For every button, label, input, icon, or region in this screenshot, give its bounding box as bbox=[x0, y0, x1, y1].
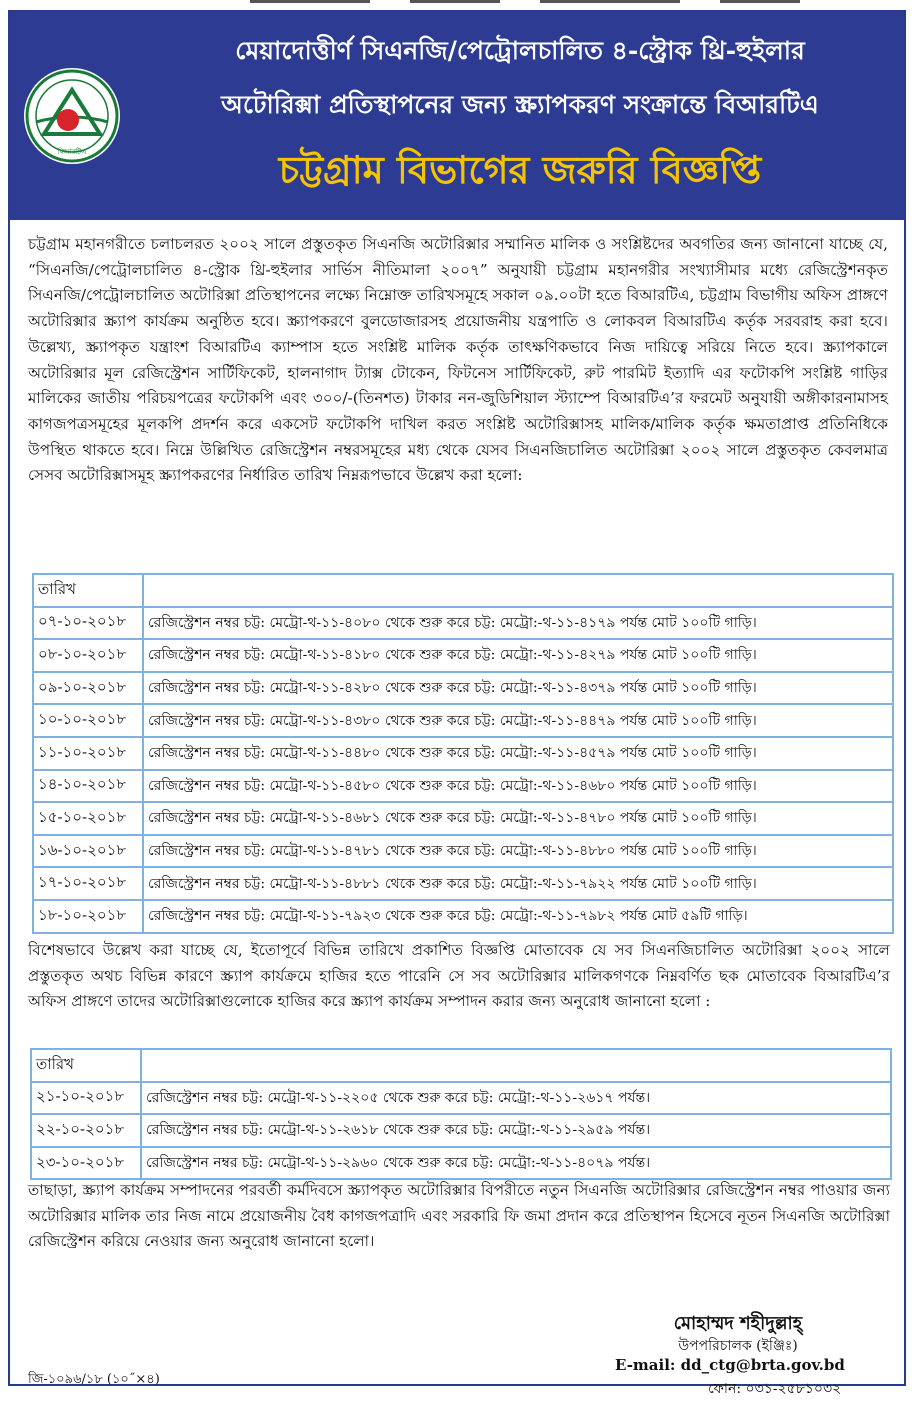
row-details: রেজিস্ট্রেশন নম্বর চট্ট: মেট্রো-থ-১১-৪৪৮০ থেকে শুরু করে চট্ট: মেট্রো:-থ-১১-৪৫৭৯ পর্যন্ত মোট ১০০টি গাড়ি। bbox=[143, 737, 893, 770]
row-date: ১৬-১০-২০১৮ bbox=[33, 835, 143, 868]
schedule-table-1 bbox=[32, 573, 894, 934]
header-line-2: অটোরিক্সা প্রতিস্থাপনের জন্য স্ক্র্যাপকরণ সংক্রান্তে বিআরটিএ bbox=[221, 90, 819, 119]
table-row bbox=[33, 867, 893, 900]
row-date: ০৮-১০-২০১৮ bbox=[33, 639, 143, 672]
table-row bbox=[33, 802, 893, 835]
row-date: ১৫-১০-২০১৮ bbox=[33, 802, 143, 835]
signatory-phone: ফোন: ০৩১-২৫৮১০৩২ bbox=[708, 1381, 842, 1397]
table-row bbox=[31, 1147, 891, 1180]
brta-emblem-icon bbox=[24, 68, 120, 164]
table-row bbox=[33, 835, 893, 868]
row-date: ১৮-১০-২০১৮ bbox=[33, 900, 143, 933]
row-details: রেজিস্ট্রেশন নম্বর চট্ট: মেট্রো-থ-১১-৪৩৮০ থেকে শুরু করে চট্ট: মেট্রো:-থ-১১-৪৪৭৯ পর্যন্ত মোট ১০০টি গাড়ি। bbox=[143, 704, 893, 737]
top-edge-strip bbox=[0, 0, 918, 8]
header-cell-details bbox=[143, 574, 893, 607]
row-details: রেজিস্ট্রেশন নম্বর চট্ট: মেট্রো-থ-১১-৪০৮০ থেকে শুরু করে চট্ট: মেট্রো:-থ-১১-৪১৭৯ পর্যন্ত মোট ১০০টি গাড়ি। bbox=[143, 607, 893, 640]
table-row bbox=[33, 639, 893, 672]
row-date: ২১-১০-২০১৮ bbox=[31, 1082, 141, 1115]
table-row bbox=[33, 900, 893, 933]
signatory-email: E-mail: dd_ctg@brta.gov.bd bbox=[615, 1356, 845, 1374]
reference-code: জি-১০৯৬/১৮ (১০˝×৪) bbox=[28, 1372, 160, 1387]
logo-caption: বিআরটিএ bbox=[57, 148, 87, 156]
table-header-row bbox=[33, 574, 893, 607]
row-date: ২২-১০-২০১৮ bbox=[31, 1114, 141, 1147]
closing-paragraph: তাছাড়া, স্ক্র্যাপ কার্যক্রম সম্পাদনের পরবর্তী কর্মদিবসে স্ক্র্যাপকৃত অটোরিক্সার বিপরীতে নতুন সিএনজি অটোরিক্সার রেজিস্ট্রেশন নম্বর পাওয়ার জন্য অটোরিক্সার মালিক তার নিজ নামে প্রয়োজনীয় বৈধ কাগজপত্রাদি এবং সরকারি ফি জমা প্রদান করে প্রতিস্থাপন হিসেবে নূতন সিএনজি অটোরিক্সা রেজিস্ট্রেশন করিয়ে নেওয়ার জন্য অনুরোধ জানানো হলো। bbox=[28, 1181, 890, 1251]
special-paragraph: বিশেষভাবে উল্লেখ করা যাচ্ছে যে, ইতোপূর্বে বিভিন্ন তারিখে প্রকাশিত বিজ্ঞপ্তি মোতাবেক যে সব সিএনজিচালিত অটোরিক্সা ২০০২ সালে প্রস্তুতকৃত অথচ বিভিন্ন কারণে স্ক্র্যাপ কার্যক্রমে হাজির হতে পারেনি সে সব অটোরিক্সার মালিকগণকে নিম্নবর্ণিত ছক মোতাবেক বিআরটিএ’র অফিস প্রাঙ্গণে তাদের অটোরিক্সাগুলোকে হাজির করে স্ক্র্যাপ কার্যক্রম সম্পাদন করার জন্য অনুরোধ জানানো হলো : bbox=[28, 941, 890, 1011]
signatory-name: মোহাম্মদ শহীদুল্লাহ্ bbox=[673, 1313, 803, 1334]
table-row bbox=[33, 607, 893, 640]
row-date: ১৪-১০-২০১৮ bbox=[33, 770, 143, 803]
signatory-title: উপপরিচালক (ইঞ্জিঃ) bbox=[678, 1338, 798, 1354]
header-cell-details bbox=[141, 1049, 891, 1082]
table-row bbox=[31, 1114, 891, 1147]
table-row bbox=[33, 704, 893, 737]
row-details: রেজিস্ট্রেশন নম্বর চট্ট: মেট্রো-থ-১১-৭৯২৩ থেকে শুরু করে চট্ট: মেট্রো:-থ-১১-৭৯৮২ পর্যন্ত মোট ৫৯টি গাড়ি। bbox=[143, 900, 893, 933]
row-date: ০৯-১০-২০১৮ bbox=[33, 672, 143, 705]
row-details: রেজিস্ট্রেশন নম্বর চট্ট: মেট্রো-থ-১১-২২০৫ থেকে শুরু করে চট্ট: মেট্রো:-থ-১১-২৬১৭ পর্যন্ত। bbox=[141, 1082, 891, 1115]
row-details: রেজিস্ট্রেশন নম্বর চট্ট: মেট্রো-থ-১১-৪৮৮১ থেকে শুরু করে চট্ট: মেট্রো:-থ-১১-৭৯২২ পর্যন্ত মোট ১০০টি গাড়ি। bbox=[143, 867, 893, 900]
row-details: রেজিস্ট্রেশন নম্বর চট্ট: মেট্রো-থ-১১-২৯৬০ থেকে শুরু করে চট্ট: মেট্রো:-থ-১১-৪০৭৯ পর্যন্ত। bbox=[141, 1147, 891, 1180]
row-date: ০৭-১০-২০১৮ bbox=[33, 607, 143, 640]
table-row bbox=[33, 737, 893, 770]
schedule-table-2 bbox=[30, 1048, 892, 1180]
header-line-1: মেয়াদোত্তীর্ণ সিএনজি/পেট্রোলচালিত ৪-স্ট্রোক থ্রি-হুইলার bbox=[235, 36, 805, 65]
header-cell-date: তারিখ bbox=[31, 1049, 141, 1082]
brta-logo bbox=[24, 68, 120, 164]
row-details: রেজিস্ট্রেশন নম্বর চট্ট: মেট্রো-থ-১১-৪১৮০ থেকে শুরু করে চট্ট: মেট্রো:-থ-১১-৪২৭৯ পর্যন্ত মোট ১০০টি গাড়ি। bbox=[143, 639, 893, 672]
row-details: রেজিস্ট্রেশন নম্বর চট্ট: মেট্রো-থ-১১-৪৭৮১ থেকে শুরু করে চট্ট: মেট্রো:-থ-১১-৪৮৮০ পর্যন্ত মোট ১০০টি গাড়ি। bbox=[143, 835, 893, 868]
row-date: ১১-১০-২০১৮ bbox=[33, 737, 143, 770]
row-details: রেজিস্ট্রেশন নম্বর চট্ট: মেট্রো-থ-১১-৪৫৮০ থেকে শুরু করে চট্ট: মেট্রো:-থ-১১-৪৬৮০ পর্যন্ত মোট ১০০টি গাড়ি। bbox=[143, 770, 893, 803]
notice-frame bbox=[8, 10, 906, 1397]
table-row bbox=[33, 672, 893, 705]
table-header-row bbox=[31, 1049, 891, 1082]
row-details: রেজিস্ট্রেশন নম্বর চট্ট: মেট্রো-থ-১১-২৬১৮ থেকে শুরু করে চট্ট: মেট্রো:-থ-১১-২৯৫৯ পর্যন্ত। bbox=[141, 1114, 891, 1147]
row-date: ১৭-১০-২০১৮ bbox=[33, 867, 143, 900]
notice-title: চট্টগ্রাম বিভাগের জরুরি বিজ্ঞপ্তি bbox=[278, 147, 762, 192]
intro-paragraph: চট্টগ্রাম মহানগরীতে চলাচলরত ২০০২ সালে প্রস্তুতকৃত সিএনজি অটোরিক্সার সম্মানিত মালিক ও সংশ্লিষ্টদের অবগতির জন্য জানানো যাচ্ছে যে, “সিএনজি/পেট্রোলচালিত ৪-স্ট্রোক থ্রি-হুইলার সার্ভিস নীতিমালা ২০০৭” অনুযায়ী চট্টগ্রাম মহানগরীর সংখ্যাসীমার মধ্যে রেজিস্ট্রেশনকৃত সিএনজি/পেট্রোলচালিত অটোরিক্সা প্রতিস্থাপনের লক্ষ্যে নিম্নোক্ত তারিখসমূহে সকাল ০৯.০০টা হতে বিআরটিএ, চট্টগ্রাম বিভাগীয় অফিস প্রাঙ্গণে অটোরিক্সার স্ক্র্যাপ কার্যক্রম অনুষ্ঠিত হবে। স্ক্র্যাপকরণে বুলডোজারসহ প্রয়োজনীয় যন্ত্রপাতি ও লোকবল বিআরটিএ কর্তৃক সরবরাহ করা হবে। উল্লেখ্য, স্ক্র্যাপকৃত যন্ত্রাংশ বিআরটিএ ক্যাম্পাস হতে সংশ্লিষ্ট মালিক কর্তৃক তাৎক্ষণিকভাবে নিজ দায়িত্বে সরিয়ে নিতে হবে। স্ক্র্যাপকালে অটোরিক্সার মূল রেজিস্ট্রেশন সার্টিফিকেট, হালনাগাদ ট্যাক্স টোকেন, ফিটনেস সার্টিফিকেট, রুট পারমিট ইত্যাদি এর ফটোকপি সংশ্লিষ্ট গাড়ির মালিকের জাতীয় পরিচয়পত্রের ফটোকপি এবং ৩০০/-(তিনশত) টাকার নন-জুডিশিয়াল স্ট্যাম্পে বিআরটিএ’র ফরমেট অনুযায়ী অঙ্গীকারনামাসহ কাগজপত্রসমূহের মূলকপি প্রদর্শন করে একসেট ফটোকপি দাখিল করত সংশ্লিষ্ট অটোরিক্সাসহ মালিক/মালিক কর্তৃক ক্ষমতাপ্রাপ্ত প্রতিনিধিকে উপস্থিত থাকতে হবে। নিম্নে উল্লিখিত রেজিস্ট্রেশন নম্বরসমূহের মধ্য থেকে যেসব সিএনজিচালিত অটোরিক্সা ২০০২ সালে প্রস্তুতকৃত কেবলমাত্র সেসব অটোরিক্সাসমূহ স্ক্র্যাপকরণের নির্ধারিত তারিখ নিম্নরূপভাবে উল্লেখ করা হলো: bbox=[28, 235, 888, 485]
notice-header bbox=[10, 12, 904, 220]
table-row bbox=[33, 770, 893, 803]
row-date: ২৩-১০-২০১৮ bbox=[31, 1147, 141, 1180]
row-details: রেজিস্ট্রেশন নম্বর চট্ট: মেট্রো-থ-১১-৪২৮০ থেকে শুরু করে চট্ট: মেট্রো:-থ-১১-৪৩৭৯ পর্যন্ত মোট ১০০টি গাড়ি। bbox=[143, 672, 893, 705]
row-date: ১০-১০-২০১৮ bbox=[33, 704, 143, 737]
table-row bbox=[31, 1082, 891, 1115]
header-cell-date: তারিখ bbox=[33, 574, 143, 607]
row-details: রেজিস্ট্রেশন নম্বর চট্ট: মেট্রো-থ-১১-৪৬৮১ থেকে শুরু করে চট্ট: মেট্রো:-থ-১১-৪৭৮০ পর্যন্ত মোট ১০০টি গাড়ি। bbox=[143, 802, 893, 835]
